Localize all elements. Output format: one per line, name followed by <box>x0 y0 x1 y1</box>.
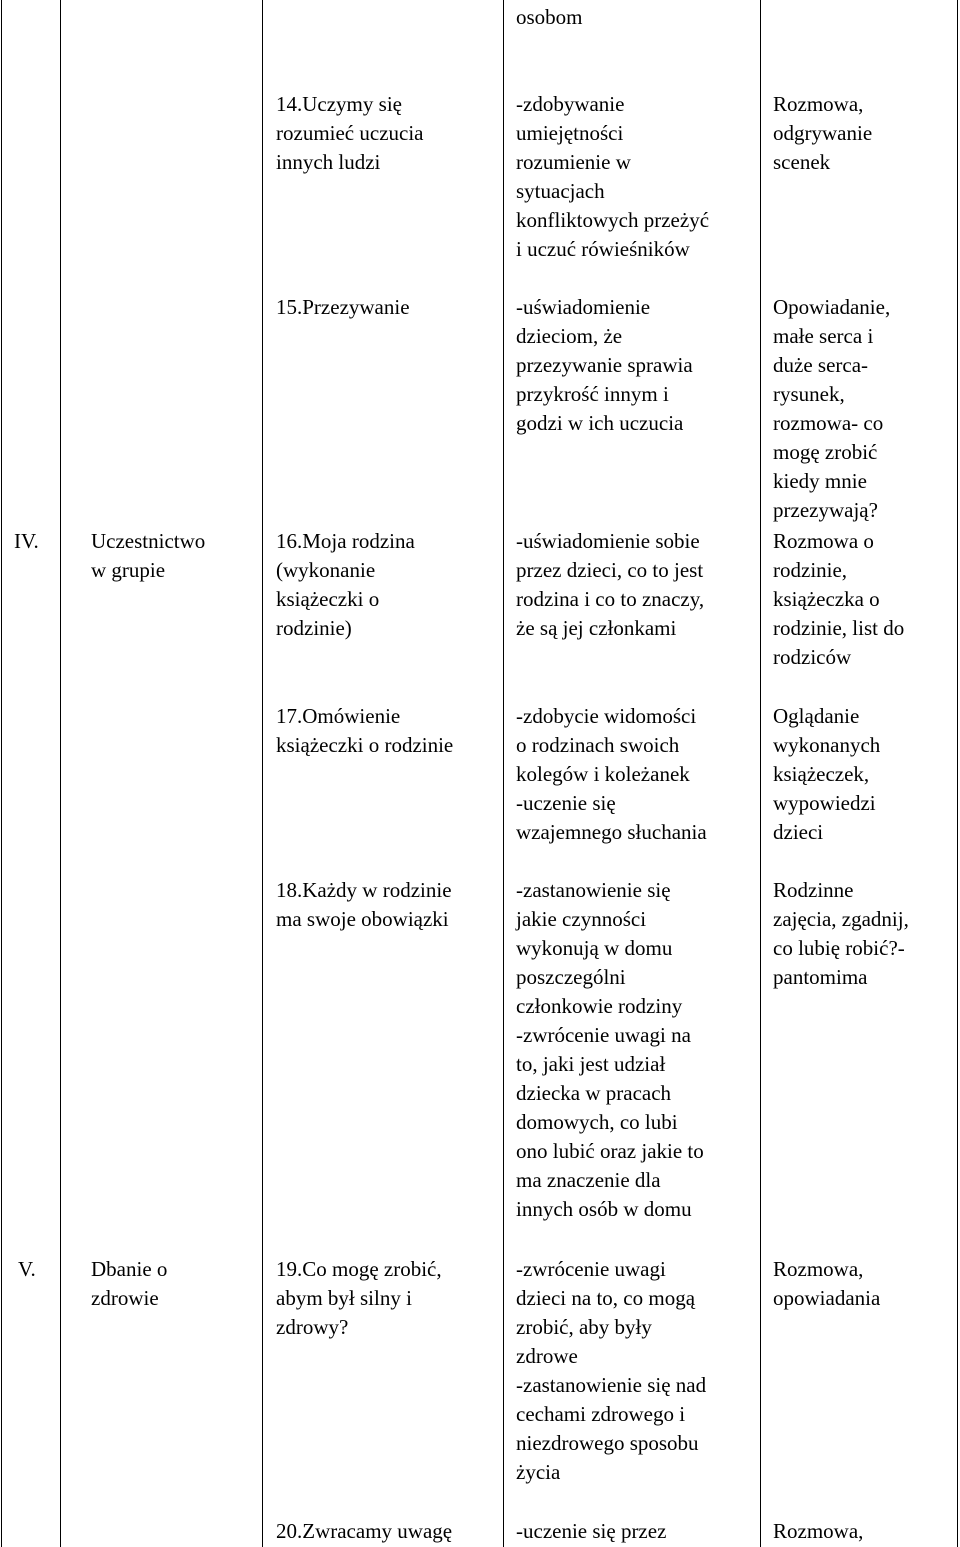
topic-cell: 14.Uczymy się rozumieć uczucia innych ludzi <box>276 92 424 174</box>
method-cell: Rozmowa o rodzinie, książeczka o rodzinie, list do rodziców <box>773 529 905 669</box>
topic-cell: 17.Omówienie książeczki o rodzinie <box>276 704 454 757</box>
goal-cell: -uczenie się przez <box>516 1519 667 1543</box>
column-divider <box>503 0 504 1547</box>
method-cell: Rozmowa, odgrywanie scenek <box>773 92 873 174</box>
topic-cell: 16.Moja rodzina (wykonanie książeczki o rodzinie) <box>276 529 415 640</box>
column-divider <box>262 0 263 1547</box>
table-border-left <box>1 0 2 1547</box>
method-cell: Rozmowa, <box>773 1519 864 1543</box>
goal-cell: -zdobycie widomości o rodzinach swoich kolegów i koleżanek -uczenie się wzajemnego słuchania <box>516 704 707 844</box>
section-number: V. <box>18 1257 36 1281</box>
method-cell: Rodzinne zajęcia, zgadnij, co lubię robić?- pantomima <box>773 878 909 989</box>
goal-cell: -uświadomienie dzieciom, że przezywanie sprawia przykrość innym i godzi w ich uczucia <box>516 295 693 435</box>
goal-cell: -uświadomienie sobie przez dzieci, co to jest rodzina i co to znaczy, że są jej członkami <box>516 529 705 640</box>
method-cell: Opowiadanie, małe serca i duże serca- rysunek, rozmowa- co mogę zrobić kiedy mnie przezywają? <box>773 295 891 522</box>
topic-cell: 20.Zwracamy uwagę <box>276 1519 453 1543</box>
section-number: IV. <box>14 529 39 553</box>
column-divider <box>60 0 61 1547</box>
topic-cell: 15.Przezywanie <box>276 295 410 319</box>
topic-cell: 18.Każdy w rodzinie ma swoje obowiązki <box>276 878 452 931</box>
method-cell: Oglądanie wykonanych książeczek, wypowiedzi dzieci <box>773 704 881 844</box>
column-divider <box>760 0 761 1547</box>
area-cell: Dbanie o zdrowie <box>91 1257 168 1310</box>
area-cell: Uczestnictwo w grupie <box>91 529 206 582</box>
goal-cell: -zastanowienie się jakie czynności wykonują w domu poszczególni członkowie rodziny -zwrócenie uwagi na to, jaki jest udział dziecka w pracach domowych, co lubi ono lubić oraz jakie to ma znaczenie dla innych osób w domu <box>516 878 704 1221</box>
method-cell: Rozmowa, opowiadania <box>773 1257 881 1310</box>
topic-cell: 19.Co mogę zrobić, abym był silny i zdrowy? <box>276 1257 442 1339</box>
goal-cell: -zwrócenie uwagi dzieci na to, co mogą zrobić, aby były zdrowe -zastanowienie się nad cechami zdrowego i niezdrowego sposobu życia <box>516 1257 707 1484</box>
goal-cell: osobom <box>516 5 583 29</box>
goal-cell: -zdobywanie umiejętności rozumienie w sytuacjach konfliktowych przeżyć i uczuć rówieśników <box>516 92 710 261</box>
table-border-right <box>957 0 958 1547</box>
